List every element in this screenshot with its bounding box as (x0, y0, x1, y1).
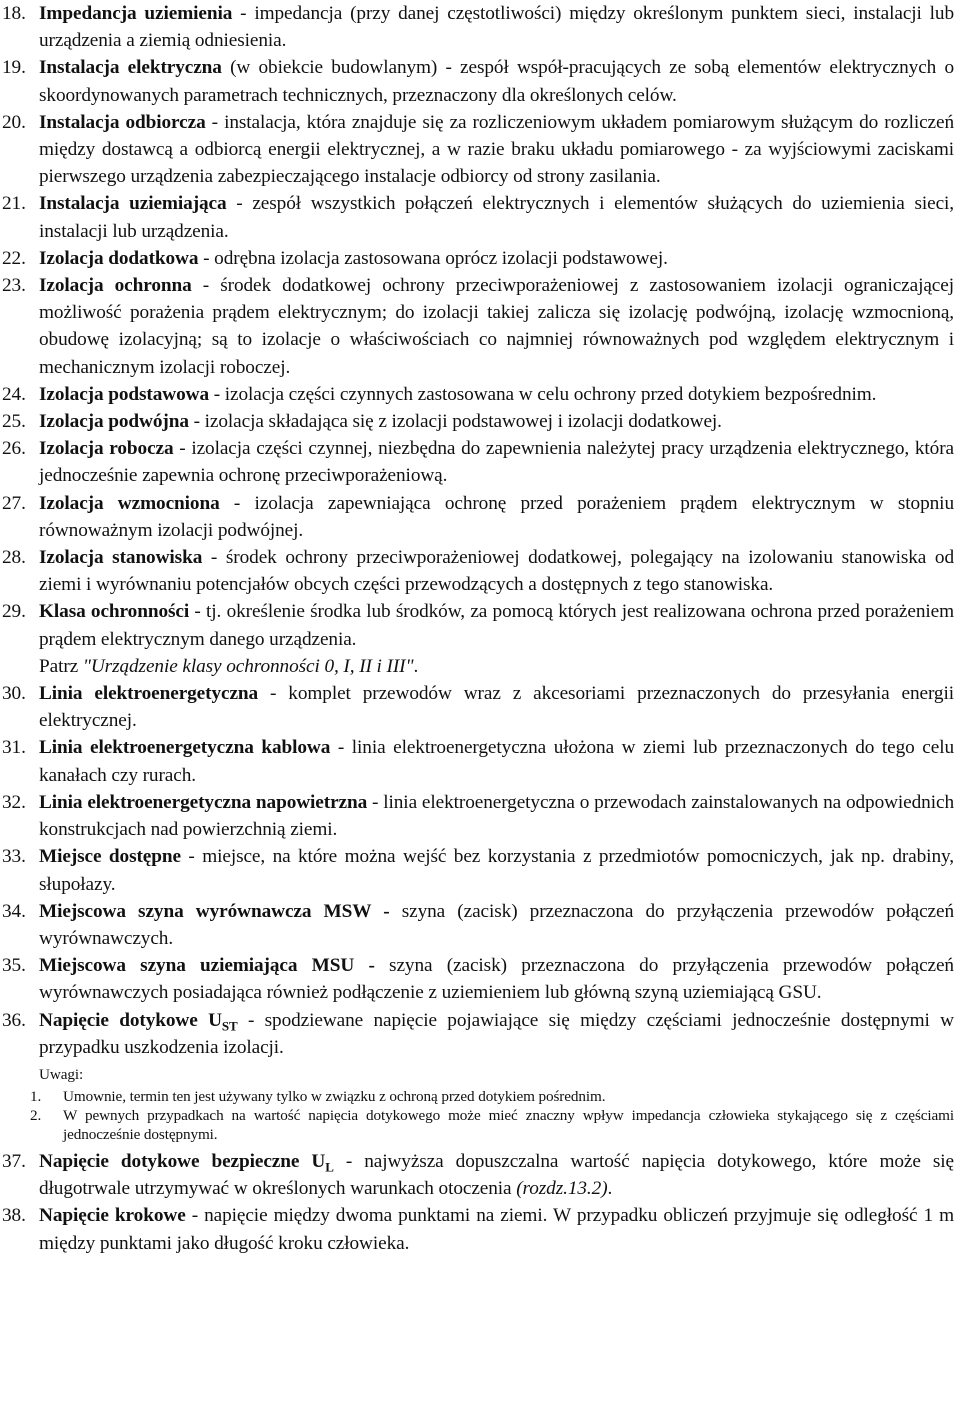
entry-term: Miejscowa szyna wyrównawcza MSW - (39, 900, 390, 922)
notes-block (2, 1065, 954, 1144)
entry-number: 37. (2, 1150, 26, 1172)
entry-number: 24. (2, 383, 26, 405)
entry-definition: - odrębna izolacja zastosowana oprócz izolacji podstawowej. (198, 247, 668, 269)
definition-entry (2, 245, 954, 272)
entry-term: Instalacja elektryczna (39, 57, 222, 79)
entry-term: Napięcie krokowe (39, 1205, 186, 1227)
definition-entry (2, 598, 954, 680)
entry-number: 26. (2, 438, 26, 460)
note-text: W pewnych przypadkach na wartość napięcia dotykowego może mieć znaczny wpływ impedancja człowieka stykającego się z częściami jednocześnie dostępnymi. (63, 1106, 954, 1143)
entry-number: 30. (2, 683, 26, 705)
entry-number: 29. (2, 601, 26, 623)
entry-definition: - środek dodatkowej ochrony przeciwporażeniowej z zastosowaniem izolacji ograniczającej możliwość porażenia prądem elektrycznym; do izolacji takiej zalicza się izolację podwójną, izolację wzmocnioną, obudowę izolacyjną; są to izolacje o właściwościach co najmniej równoważnych pod względem elektrycznym i mechanicznym izolacji roboczej. (39, 275, 954, 378)
entry-definition: szyna (zacisk) przeznaczona do przyłączenia przewodów połączeń wyrównawczych posiadająca również podłączenie z uziemieniem lub główną szyną uziemiającą GSU. (39, 955, 954, 1004)
entry-number: 19. (2, 57, 26, 79)
entry-term: Izolacja wzmocniona (39, 492, 220, 514)
entry-definition: - spodziewane napięcie pojawiające się między częściami jednocześnie dostępnymi w przypadku uszkodzenia izolacji. (39, 1009, 954, 1058)
entry-definition: - tj. określenie środka lub środków, za pomocą których jest realizowana ochrona przed porażeniem prądem elektrycznym danego urządzenia. (39, 601, 955, 650)
definition-entry (2, 1007, 954, 1061)
entry-number: 33. (2, 846, 26, 868)
entry-number: 23. (2, 275, 26, 297)
definition-entry (2, 435, 954, 489)
entry-term: Napięcie dotykowe U (39, 1009, 222, 1031)
entry-definition: - najwyższa dopuszczalna wartość napięcia dotykowego, które może się długotrwale utrzymywać w określonych warunkach otoczenia (39, 1150, 954, 1200)
definition-entry (2, 734, 954, 788)
entry-term: Klasa ochronności (39, 601, 190, 623)
entry-subscript: L (325, 1159, 334, 1175)
definition-entry (2, 0, 954, 54)
entry-number: 22. (2, 247, 26, 269)
entry-definition: - impedancja (przy danej częstotliwości) między określonym punktem sieci, instalacji lub urządzenia a ziemią odniesienia. (39, 3, 955, 52)
entry-number: 32. (2, 791, 26, 813)
entry-definition: - izolacja części czynnej, niezbędna do zapewnienia należytej pracy urządzenia elektrycznego, która jednocześnie zapewnia ochronę przeciwporażeniową. (39, 438, 955, 487)
cross-reference (39, 653, 954, 680)
definition-entry (2, 408, 954, 435)
entry-number: 36. (2, 1009, 26, 1031)
definition-entry (2, 272, 954, 381)
definition-entry (2, 54, 954, 108)
entry-definition: (w obiekcie budowlanym) - zespół współ-pracujących ze sobą elementów elektrycznych o skoordynowanych parametrach technicznych, przeznaczony dla określonych celów. (39, 57, 954, 106)
entry-definition: - linia elektroenergetyczna o przewodach zainstalowanych na odpowiednich konstrukcjach nad powierzchnią ziemi. (39, 791, 954, 841)
entry-subscript: ST (221, 1018, 238, 1034)
entry-term: Linia elektroenergetyczna kablowa (39, 737, 331, 759)
entry-number: 25. (2, 411, 26, 433)
entry-term: Impedancja uziemienia (39, 3, 233, 24)
entry-term: Izolacja podstawowa (39, 383, 210, 405)
definition-entry (2, 381, 954, 408)
entry-definition: - izolacja części czynnych zastosowana w celu ochrony przed dotykiem bezpośrednim. (209, 383, 877, 405)
entry-definition: - komplet przewodów wraz z akcesoriami przeznaczonych do przesyłania energii elektrycznej. (39, 683, 954, 732)
entry-definition: - środek ochrony przeciwporażeniowej dodatkowej, polegający na izolowaniu stanowiska od ziemi i wyrównaniu potencjałów obcych części przewodzących a dostępnych z tego stanowiska. (39, 547, 955, 596)
entry-term: Izolacja ochronna (39, 275, 192, 297)
entry-term: Izolacja robocza (39, 438, 174, 460)
entry-term: Linia elektroenergetyczna (39, 683, 259, 705)
entry-number: 18. (2, 3, 26, 24)
entry-number: 31. (2, 737, 26, 759)
entry-definition: - miejsce, na które można wejść bez korzystania z przedmiotów pomocniczych, jak np. drabiny, słupołazy. (39, 846, 954, 895)
entry-term: Linia elektroenergetyczna napowietrzna (39, 791, 368, 813)
entry-number: 28. (2, 547, 26, 569)
entry-definition: szyna (zacisk) przeznaczona do przyłączenia przewodów połączeń wyrównawczych. (39, 900, 954, 949)
cross-reference-prefix: Patrz (39, 655, 83, 677)
entry-definition: - napięcie między dwoma punktami na ziemi. W przypadku obliczeń przyjmuje się odległość 1 m między punktami jako długość kroku człowieka. (39, 1205, 954, 1254)
definition-entry (2, 680, 954, 734)
entry-definition: - zespół wszystkich połączeń elektrycznych i elementów służących do uziemienia sieci, instalacji lub urządzenia. (39, 193, 955, 242)
entry-term: Izolacja dodatkowa (39, 247, 199, 269)
note-item (2, 1087, 954, 1106)
entry-definition: - linia elektroenergetyczna ułożona w ziemi lub przeznaczonych do tego celu kanałach czy rurach. (39, 737, 954, 786)
entry-term: Miejsce dostępne (39, 846, 181, 868)
definition-entry (2, 544, 954, 598)
entry-definition: - instalacja, która znajduje się za rozliczeniowym układem pomiarowym służącym do rozliczeń między dostawcą a odbiorcą energii elektrycznej, a w razie braku układu pomiarowego - za wyjściowymi zaciskami pierwszego urządzenia zabezpieczającego instalacje odbiorcy od strony zasilania. (39, 111, 955, 188)
definition-entry (2, 109, 954, 191)
definition-entry (2, 952, 954, 1006)
entry-definition: - izolacja zapewniająca ochronę przed porażeniem prądem elektrycznym w stopniu równoważnym izolacji podwójnej. (39, 492, 954, 541)
entry-number: 27. (2, 492, 26, 514)
entry-term: Napięcie dotykowe bezpieczne U (39, 1150, 326, 1172)
note-item (2, 1106, 954, 1144)
entry-reference: (rozdz.13.2) (516, 1178, 608, 1200)
definition-entry (2, 843, 954, 897)
notes-title: Uwagi: (39, 1065, 84, 1083)
entry-term: Instalacja odbiorcza (39, 111, 206, 133)
entry-number: 38. (2, 1205, 26, 1227)
definition-entry (2, 1202, 954, 1256)
note-text: Umownie, termin ten jest używany tylko w związku z ochroną przed dotykiem pośrednim. (63, 1087, 606, 1105)
entry-term: Izolacja stanowiska (39, 547, 203, 569)
cross-reference-link: "Urządzenie klasy ochronności 0, I, II i III" (82, 655, 414, 677)
entry-definition-suffix: . (607, 1178, 613, 1200)
definition-entry (2, 898, 954, 952)
note-number: 2. (30, 1106, 42, 1124)
entry-term: Izolacja podwójna (39, 411, 189, 433)
entry-number: 20. (2, 111, 26, 133)
definition-entry (2, 1148, 954, 1202)
entry-number: 34. (2, 900, 26, 922)
entry-term: Miejscowa szyna uziemiająca MSU - (39, 955, 375, 977)
entry-number: 35. (2, 955, 26, 977)
note-number: 1. (30, 1087, 42, 1105)
definition-entry (2, 190, 954, 244)
definition-entry (2, 789, 954, 843)
cross-reference-suffix: . (413, 655, 419, 677)
entry-term: Instalacja uziemiająca (39, 193, 227, 215)
entry-number: 21. (2, 193, 26, 215)
definition-entry (2, 490, 954, 544)
entry-definition: - izolacja składająca się z izolacji podstawowej i izolacji dodatkowej. (188, 411, 722, 433)
